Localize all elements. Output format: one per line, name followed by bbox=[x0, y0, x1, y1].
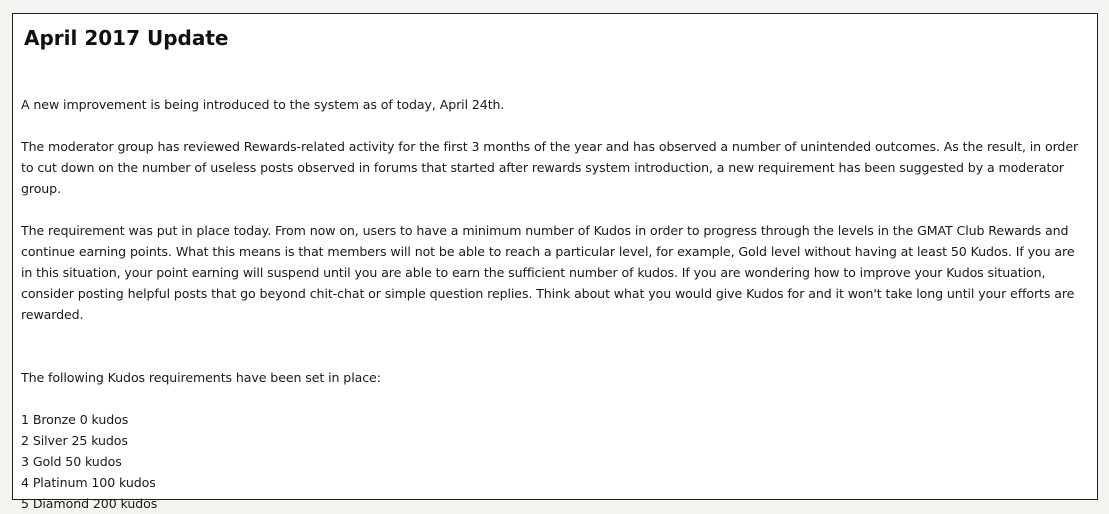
level-item: 5 Diamond 200 kudos bbox=[21, 496, 158, 511]
moderator-review-paragraph: The moderator group has reviewed Rewards-related activity for the first 3 months of the year and has observed a number of unintended outcomes. As the result, in order to cut down on the number of useless posts observed in forums that started after rewards system introduction, a new requirement has been suggested by a moderator group. bbox=[21, 139, 1079, 196]
level-item: 3 Gold 50 kudos bbox=[21, 454, 122, 469]
announcement-panel bbox=[12, 13, 1098, 511]
level-item: 1 Bronze 0 kudos bbox=[21, 412, 129, 427]
post-title: April 2017 Update bbox=[24, 26, 229, 50]
level-item: 4 Platinum 100 kudos bbox=[21, 475, 156, 490]
requirements-intro: The following Kudos requirements have been set in place: bbox=[21, 370, 381, 385]
intro-paragraph: A new improvement is being introduced to the system as of today, April 24th. bbox=[21, 97, 505, 112]
kudos-levels-list bbox=[21, 409, 1089, 514]
post-body bbox=[21, 94, 1089, 514]
requirement-paragraph: The requirement was put in place today. From now on, users to have a minimum number of Kudos in order to progress through the levels in the GMAT Club Rewards and continue earning points. What this means is that members will not be able to reach a particular level, for example, Gold level without having at least 50 Kudos. If you are in this situation, your point earning will suspend until you are able to earn the sufficient number of kudos. If you are wondering how to improve your Kudos situation, consider posting helpful posts that go beyond chit-chat or simple question replies. Think about what you would give Kudos for and it won't take long until your efforts are rewarded. bbox=[21, 223, 1075, 322]
level-item: 2 Silver 25 kudos bbox=[21, 433, 128, 448]
